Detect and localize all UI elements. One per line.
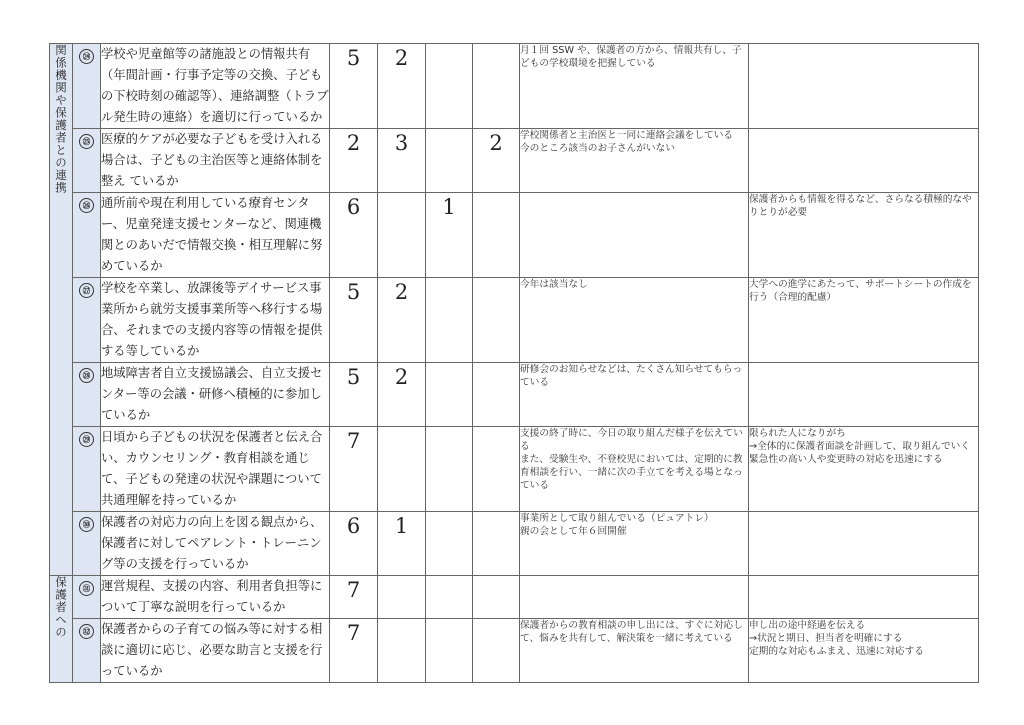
item-number bbox=[73, 193, 101, 278]
item-text: 運営規程、支援の内容、利用者負担等について丁寧な説明を行っているか bbox=[101, 576, 330, 619]
score-col-4 bbox=[473, 363, 520, 427]
evaluation-table bbox=[49, 43, 979, 683]
status-note: 月１回 SSW や、保護者の方から、情報共有し、子どもの学校環境を把握している bbox=[520, 44, 749, 129]
item-text: 学校や児童館等の諸施設との情報共有（年間計画・行事予定等の交換、子どもの下校時刻の確認等）、連絡調整（トラブル発生時の連絡）を適切に行っているか bbox=[101, 44, 330, 129]
item-text: 日頃から子どもの状況を保護者と伝え合い、カウンセリング・教育相談を通じて、子どもの発達の状況や課題について共通理解を持っているか bbox=[101, 427, 330, 512]
table-row bbox=[50, 619, 979, 683]
table-row bbox=[50, 576, 979, 619]
score-col-2 bbox=[378, 427, 426, 512]
improvement-note: 申し出の途中経過を伝える →状況と期日、担当者を明確にする 定期的な対応もふまえ、迅速に対応する bbox=[749, 619, 979, 683]
item-number-badge: ㉜ bbox=[79, 624, 94, 639]
item-number bbox=[73, 427, 101, 512]
status-note: 支援の終了時に、今日の取り組んだ様子を伝えている また、受験生や、不登校児においては、定期的に教育相談を行い、一緒に次の手立てを考える場となっている bbox=[520, 427, 749, 512]
score-col-3 bbox=[426, 619, 473, 683]
item-number bbox=[73, 512, 101, 576]
improvement-note: 大学への進学にあたって、サポートシートの作成を行う（合理的配慮） bbox=[749, 278, 979, 363]
score-col-4 bbox=[473, 576, 520, 619]
table-row bbox=[50, 427, 979, 512]
score-col-4 bbox=[473, 619, 520, 683]
item-number-badge: ㉔ bbox=[79, 49, 94, 64]
improvement-note bbox=[749, 576, 979, 619]
item-number-badge: ㉛ bbox=[79, 581, 94, 596]
score-col-3 bbox=[426, 363, 473, 427]
score-col-4: 2 bbox=[473, 129, 520, 193]
score-col-2 bbox=[378, 619, 426, 683]
item-text: 地域障害者自立支援協議会、自立支援センター等の会議・研修へ積極的に参加しているか bbox=[101, 363, 330, 427]
improvement-note bbox=[749, 129, 979, 193]
score-col-2 bbox=[378, 193, 426, 278]
status-note bbox=[520, 576, 749, 619]
category-label: 保護者への bbox=[54, 576, 68, 639]
table-row bbox=[50, 512, 979, 576]
item-text: 保護者からの子育ての悩み等に対する相談に適切に応じ、必要な助言と支援を行っているか bbox=[101, 619, 330, 683]
table-row bbox=[50, 363, 979, 427]
score-col-4 bbox=[473, 193, 520, 278]
item-number bbox=[73, 619, 101, 683]
status-note: 今年は該当なし bbox=[520, 278, 749, 363]
status-note: 事業所として取り組んでいる（ピュアトレ） 親の会として年６回開催 bbox=[520, 512, 749, 576]
improvement-note bbox=[749, 44, 979, 129]
score-col-2: 3 bbox=[378, 129, 426, 193]
item-number-badge: ㉕ bbox=[79, 134, 94, 149]
improvement-note: 保護者からも情報を得るなど、さらなる積極的なやりとりが必要 bbox=[749, 193, 979, 278]
score-col-4 bbox=[473, 427, 520, 512]
score-col-1: 5 bbox=[330, 278, 378, 363]
status-note: 学校関係者と主治医と一同に連絡会議をしている 今のところ該当のお子さんがいない bbox=[520, 129, 749, 193]
score-col-1: 5 bbox=[330, 363, 378, 427]
score-col-2: 2 bbox=[378, 363, 426, 427]
item-number bbox=[73, 576, 101, 619]
score-col-1: 6 bbox=[330, 512, 378, 576]
item-number-badge: ㉚ bbox=[79, 517, 94, 532]
score-col-1: 5 bbox=[330, 44, 378, 129]
table-row bbox=[50, 278, 979, 363]
score-col-3 bbox=[426, 576, 473, 619]
improvement-note bbox=[749, 363, 979, 427]
improvement-note bbox=[749, 512, 979, 576]
table-row bbox=[50, 129, 979, 193]
score-col-3 bbox=[426, 427, 473, 512]
score-col-2: 2 bbox=[378, 44, 426, 129]
item-number-badge: ㉙ bbox=[79, 432, 94, 447]
score-col-1: 6 bbox=[330, 193, 378, 278]
score-col-3 bbox=[426, 44, 473, 129]
score-col-3 bbox=[426, 512, 473, 576]
score-col-4 bbox=[473, 44, 520, 129]
item-text: 保護者の対応力の向上を図る観点から、保護者に対してペアレント・トレーニング等の支援を行っているか bbox=[101, 512, 330, 576]
category-label: 関係機関や保護者との連携 bbox=[54, 44, 68, 194]
status-note bbox=[520, 193, 749, 278]
score-col-2: 2 bbox=[378, 278, 426, 363]
item-number bbox=[73, 363, 101, 427]
item-text: 通所前や現在利用している療育センター、児童発達支援センターなど、関連機関とのあいだで情報交換・相互理解に努めているか bbox=[101, 193, 330, 278]
item-number bbox=[73, 44, 101, 129]
item-number-badge: ㉖ bbox=[79, 198, 94, 213]
item-number-badge: ㉗ bbox=[79, 283, 94, 298]
score-col-3 bbox=[426, 129, 473, 193]
category-liaison bbox=[50, 44, 73, 576]
item-number-badge: ㉘ bbox=[79, 368, 94, 383]
category-guardian bbox=[50, 576, 73, 683]
score-col-1: 2 bbox=[330, 129, 378, 193]
score-col-2: 1 bbox=[378, 512, 426, 576]
score-col-1: 7 bbox=[330, 576, 378, 619]
score-col-3 bbox=[426, 278, 473, 363]
item-number bbox=[73, 129, 101, 193]
score-col-2 bbox=[378, 576, 426, 619]
status-note: 研修会のお知らせなどは、たくさん知らせてもらっている bbox=[520, 363, 749, 427]
table-row bbox=[50, 193, 979, 278]
status-note: 保護者からの教育相談の申し出には、すぐに対応して、悩みを共有して、解決策を一緒に考えている bbox=[520, 619, 749, 683]
score-col-1: 7 bbox=[330, 619, 378, 683]
score-col-4 bbox=[473, 278, 520, 363]
item-number bbox=[73, 278, 101, 363]
item-text: 医療的ケアが必要な子どもを受け入れる場合は、子どもの主治医等と連絡体制を整え ているか bbox=[101, 129, 330, 193]
improvement-note: 限られた人になりがち →全体的に保護者面談を計画して、取り組んでいく 緊急性の高い人や変更時の対応を迅速にする bbox=[749, 427, 979, 512]
item-text: 学校を卒業し、放課後等デイサービス事業所から就労支援事業所等へ移行する場合、それまでの支援内容等の情報を提供する等しているか bbox=[101, 278, 330, 363]
score-col-4 bbox=[473, 512, 520, 576]
score-col-1: 7 bbox=[330, 427, 378, 512]
score-col-3: 1 bbox=[426, 193, 473, 278]
table-row bbox=[50, 44, 979, 129]
